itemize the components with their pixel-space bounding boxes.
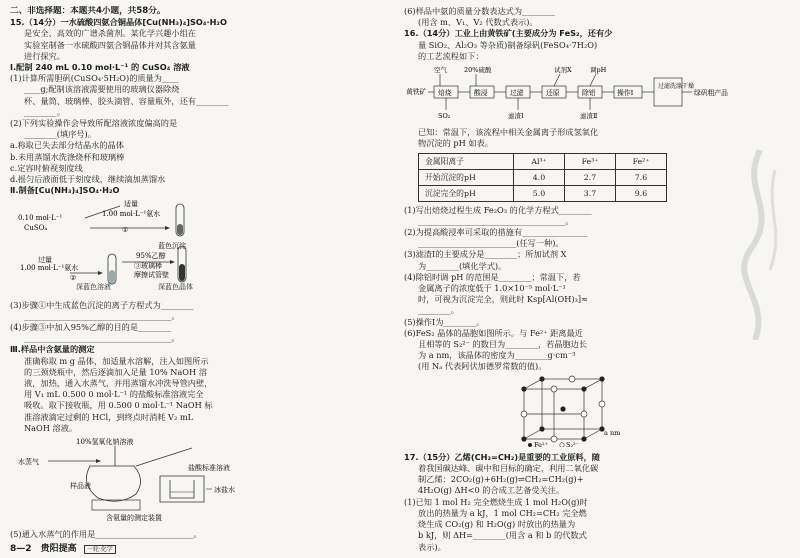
text-line: ________(填序号)。 bbox=[24, 129, 96, 140]
page-footer bbox=[10, 541, 116, 554]
text-line: 物沉淀的 pH 如表。 bbox=[418, 138, 493, 149]
table-row bbox=[419, 169, 667, 185]
flow-bot2: 滤渣Ⅰ bbox=[508, 112, 524, 121]
table-header-cell: Al³⁺ bbox=[514, 153, 565, 169]
fig1-label-n: 深蓝色晶体 bbox=[158, 283, 193, 292]
crystal-legend1: Fe²⁺ bbox=[534, 440, 549, 447]
text-line: d.摇匀后液面低于刻度线，继续滴加蒸馏水 bbox=[10, 174, 166, 185]
table-cell: 7.6 bbox=[616, 169, 667, 185]
flow-bot3: 滤渣Ⅱ bbox=[580, 112, 598, 121]
fig2-l3: 样品液 bbox=[70, 482, 91, 491]
text-line: (4)除铝时调 pH 的范围是________；常温下，若 bbox=[404, 271, 581, 282]
text-line: (2)为提高酸浸率可采取的措施有________________ bbox=[404, 227, 588, 238]
text-line: (4)步骤③中加入95%乙醇的目的是________ bbox=[10, 322, 171, 333]
question-15-text-2 bbox=[10, 300, 390, 434]
table-header-cell: Fe²⁺ bbox=[616, 153, 667, 169]
fig1-label-g: 过量 bbox=[38, 256, 52, 265]
question-17-text bbox=[404, 452, 792, 553]
table-cell: 开始沉淀的pH bbox=[419, 169, 514, 185]
text-line: ____________________________________。 bbox=[24, 333, 180, 344]
text-line: 为 a nm，该晶体的密度为________g·cm⁻³ bbox=[418, 350, 576, 361]
fig1-label-l: 摩擦试管壁 bbox=[134, 271, 169, 280]
table-header-row bbox=[419, 153, 667, 169]
flow-b2: 酸浸 bbox=[474, 89, 488, 98]
crystal-legend2: S₂²⁻ bbox=[566, 440, 580, 447]
text-line: 的工艺流程如下： bbox=[418, 50, 484, 61]
crystal-label: a nm bbox=[604, 428, 621, 437]
flow-end: 绿矾粗产品 bbox=[694, 89, 728, 98]
table-cell: 9.6 bbox=[616, 185, 667, 201]
text-line: 4H₂O(g) ΔH<0 的合成工艺备受关注。 bbox=[418, 485, 565, 496]
ink-watermark bbox=[730, 150, 790, 340]
fig2-l1: 10%氢氧化钠溶液 bbox=[76, 438, 134, 447]
flow-b5: 除铝 bbox=[582, 89, 596, 98]
fig1-label-a: 0.10 mol·L⁻¹ bbox=[18, 214, 63, 223]
flow-b6: 操作Ⅰ bbox=[617, 89, 634, 98]
page-number: 8—2 bbox=[10, 544, 32, 554]
text-line: ________。 bbox=[24, 106, 65, 117]
text-line: 已知：常温下，该流程中相关金属离子形成氢氧化 bbox=[418, 127, 599, 138]
text-line: a.称取已失去部分结晶水的晶体 bbox=[10, 140, 124, 151]
flow-top4: 调pH bbox=[590, 66, 607, 75]
text-line: 为________(填化学式)。 bbox=[418, 260, 507, 271]
text-line: Ⅰ.配制 240 mL 0.10 mol·L⁻¹ 的 CuSO₄ 溶液 bbox=[10, 62, 190, 73]
table-header-cell: 金属阳离子 bbox=[419, 153, 514, 169]
question-15-text-3 bbox=[10, 529, 390, 540]
preparation-diagram bbox=[10, 198, 390, 291]
flow-b4: 还原 bbox=[546, 89, 560, 98]
table-cell: 3.7 bbox=[565, 185, 616, 201]
table-cell: 5.0 bbox=[514, 185, 565, 201]
text-line: 吸收。取下接收瓶，用 0.500 0 mol·L⁻¹ NaOH 标 bbox=[24, 400, 213, 411]
text-line: Ⅲ.样品中含氨量的测定 bbox=[10, 344, 95, 355]
fig2-l4: 盐酸标准溶液 bbox=[188, 464, 230, 473]
crystal-cell-diagram bbox=[404, 375, 792, 450]
section-heading: 二、非选择题：本题共4小题，共58分。 bbox=[10, 6, 166, 16]
table-cell: 沉淀完全的pH bbox=[419, 185, 514, 201]
text-line: (1)已知 1 mol H₂ 完全燃烧生成 1 mol H₂O(g)时 bbox=[404, 496, 588, 507]
text-line: 着我国碳达峰、碳中和目标的确定，利用二氧化碳 bbox=[418, 463, 599, 474]
text-line: 进行探究。 bbox=[24, 50, 65, 61]
text-line: 液，加热，通入水蒸气，并用蒸馏水冲洗导管内壁， bbox=[24, 378, 213, 389]
question-15-text bbox=[10, 17, 390, 196]
text-line: (3)步骤①中生成蓝色沉淀的离子方程式为________ bbox=[10, 299, 194, 310]
fig1-label-i: ② bbox=[70, 274, 77, 283]
flow-top1: 空气 bbox=[434, 66, 447, 75]
text-line: 时，可视为沉淀完全，则此时 Ksp[Al(OH)₃]≈ bbox=[418, 294, 588, 305]
text-line: b kJ，则 ΔH=________(用含 a 和 b 的代数式 bbox=[418, 530, 587, 541]
flow-bot1: SO₂ bbox=[438, 112, 451, 121]
left-column bbox=[10, 6, 390, 541]
fig1-label-f: 蓝色沉淀 bbox=[158, 242, 186, 251]
question-16-text-2 bbox=[404, 127, 792, 149]
text-line: Ⅱ.制备[Cu(NH₃)₄]SO₄·H₂O bbox=[10, 185, 120, 196]
text-line: b.未用蒸馏水洗涤烧杯和玻璃棒 bbox=[10, 151, 125, 162]
text-line: ____g;配制该溶液需要使用的玻璃仪器除烧 bbox=[24, 84, 180, 95]
text-line: 16.（14分）工业上由黄铁矿(主要成分为 FeS₂，还有少 bbox=[404, 28, 613, 39]
text-line: c.定容时俯视刻度线 bbox=[10, 162, 83, 173]
text-line: (5)操作Ⅰ为________。 bbox=[404, 316, 485, 327]
text-line: ____________________________________。 bbox=[418, 215, 574, 226]
text-line: 15.（14分）一水硫酸四氨合铜晶体[Cu(NH₃)₄]SO₄·H₂O bbox=[10, 17, 227, 28]
fig1-label-m: 深蓝色溶液 bbox=[76, 283, 111, 292]
text-line: (1)写出焙烧过程生成 Fe₂O₃ 的化学方程式________ bbox=[404, 204, 592, 215]
text-line: ____________________________________。 bbox=[24, 310, 180, 321]
table-cell: 2.7 bbox=[565, 169, 616, 185]
fig1-label-h: 1.00 mol·L⁻¹氨水 bbox=[20, 264, 79, 273]
text-line: 杯、量筒、玻璃棒、胶头滴管、容量瓶外，还有________ bbox=[24, 95, 229, 106]
text-line: 实验室制备一水硫酸四氨合铜晶体并对其含氨量 bbox=[24, 39, 196, 50]
text-line: ________________________(任写一种)。 bbox=[418, 238, 564, 249]
ammonia-apparatus-diagram bbox=[10, 436, 390, 527]
question-16-text bbox=[404, 6, 792, 62]
fig1-label-b: CuSO₄ bbox=[24, 224, 48, 233]
text-line: 量 SiO₂、Al₂O₃ 等杂质)制备绿矾(FeSO₄·7H₂O) bbox=[418, 39, 598, 50]
flow-top3: 试剂X bbox=[554, 66, 572, 75]
text-line: 烧生成 CO₂(g) 和 H₂O(g) 时放出的热量为 bbox=[418, 519, 576, 530]
text-line: 准确称取 m g 晶体，加适量水溶解，注入如图所示 bbox=[24, 355, 209, 366]
fig1-label-c: 适量 bbox=[124, 200, 138, 209]
text-line: 用 V₁ mL 0.500 0 mol·L⁻¹ 的盐酸标准溶液完全 bbox=[24, 389, 204, 400]
text-line: 放出的热量为 a kJ，1 mol CH₂=CH₂ 完全燃 bbox=[418, 507, 587, 518]
text-line: (用含 m、V₁、V₂ 代数式表示)。 bbox=[418, 17, 538, 28]
text-line: 的三颈烧瓶中，然后逐滴加入足量 10% NaOH 溶 bbox=[24, 366, 207, 377]
fig1-label-k: ③玻璃棒 bbox=[134, 262, 162, 271]
text-line: (用 Nₐ 代表阿伏加德罗常数的值)。 bbox=[418, 361, 547, 372]
fig2-l5: 冰盐水 bbox=[214, 486, 235, 495]
flow-b1: 焙烧 bbox=[438, 89, 452, 98]
fig2-l2: 水蒸气 bbox=[18, 458, 39, 467]
text-line: (3)滤渣Ⅰ的主要成分是________；所加试剂 X bbox=[404, 249, 567, 260]
text-line: 且相等的 S₂²⁻ 的数目为________，若晶胞边长 bbox=[418, 339, 588, 350]
table-cell: 4.0 bbox=[514, 169, 565, 185]
table-row bbox=[419, 185, 667, 201]
text-line: 金属离子的浓度低于 1.0×10⁻⁵ mol·L⁻¹ bbox=[418, 283, 566, 294]
text-line: (6)FeS₂ 晶体的晶胞如图所示。与 Fe²⁺ 距离最近 bbox=[404, 327, 583, 338]
fig1-label-e: ① bbox=[122, 226, 129, 235]
flow-start: 黄铁矿 bbox=[406, 88, 427, 97]
process-flow-diagram bbox=[404, 64, 792, 125]
brand-name: 贵阳提高 bbox=[40, 544, 77, 554]
footer-tag: 一轮·化学 bbox=[84, 545, 116, 554]
text-line: (1)计算所需胆矾(CuSO₄·5H₂O)的质量为____ bbox=[10, 73, 179, 84]
text-line: ________。 bbox=[418, 305, 459, 316]
text-line: (5)通入水蒸气的作用是________________________。 bbox=[10, 529, 202, 540]
text-line: 表示)。 bbox=[418, 541, 446, 552]
table-header-cell: Fe³⁺ bbox=[565, 153, 616, 169]
flow-b7: 过滤洗涤干燥 bbox=[658, 83, 695, 91]
text-line: NaOH 溶液。 bbox=[24, 422, 78, 433]
text-line: 准溶液滴定过剩的 HCl，到终点时消耗 V₂ mL bbox=[24, 411, 194, 422]
ph-table bbox=[418, 153, 667, 202]
text-line: 是安全、高效的广谱杀菌剂。某化学兴趣小组在 bbox=[24, 28, 196, 39]
text-line: 制乙烯：2CO₂(g)+6H₂(g)⇌CH₂=CH₂(g)+ bbox=[418, 474, 584, 485]
fig2-caption: 含氨量的测定装置 bbox=[106, 514, 162, 523]
flow-b3: 过滤 bbox=[510, 89, 524, 98]
text-line: 17.（15分）乙烯(CH₂=CH₂)是重要的工业原料，随 bbox=[404, 451, 600, 462]
fig1-label-j: 95%乙醇 bbox=[136, 252, 166, 261]
text-line: (6)样品中氨的质量分数表达式为________ bbox=[404, 6, 555, 16]
fig1-label-d: 1.00 mol·L⁻¹氨水 bbox=[102, 210, 161, 219]
flow-top2: 20%硫酸 bbox=[464, 66, 492, 75]
text-line: (2)下列实验操作会导致所配溶液浓度偏高的是 bbox=[10, 118, 178, 129]
